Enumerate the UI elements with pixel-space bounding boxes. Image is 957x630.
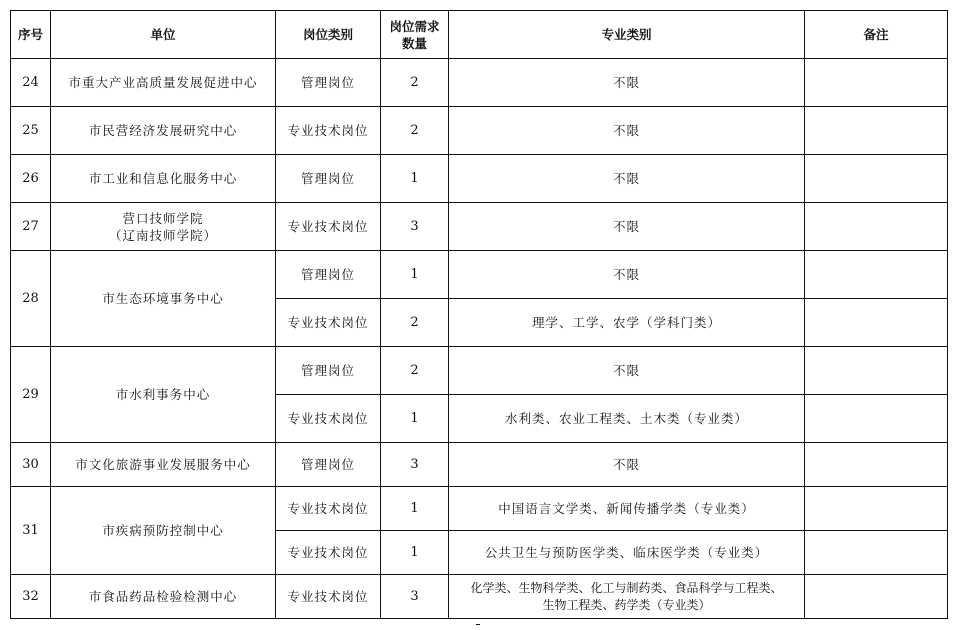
remark-cell: [805, 203, 948, 251]
major-cell: 不限: [449, 59, 805, 107]
remark-cell: [805, 59, 948, 107]
table-row: [11, 203, 948, 251]
post-type-cell: 管理岗位: [276, 443, 381, 487]
remark-cell: [805, 155, 948, 203]
major-line1: 化学类、生物科学类、化工与制药类、食品科学与工程类、: [470, 580, 783, 595]
table-row: [11, 347, 948, 395]
post-type-cell: 专业技术岗位: [276, 203, 381, 251]
major-cell: 不限: [449, 347, 805, 395]
post-type-cell: 管理岗位: [276, 347, 381, 395]
remark-cell: [805, 531, 948, 575]
header-demand: [381, 11, 449, 59]
unit-cell: 市重大产业高质量发展促进中心: [51, 59, 276, 107]
seq-cell: 26: [11, 155, 51, 203]
unit-line1: 营口技师学院: [122, 210, 204, 226]
page-edge-mark: [476, 624, 480, 629]
major-cell: 不限: [449, 251, 805, 299]
count-cell: 2: [381, 59, 449, 107]
major-cell: 不限: [449, 107, 805, 155]
table-row: [11, 107, 948, 155]
major-cell: 中国语言文学类、新闻传播学类（专业类）: [449, 487, 805, 531]
seq-cell: 24: [11, 59, 51, 107]
header-major: 专业类别: [449, 11, 805, 59]
major-cell: 公共卫生与预防医学类、临床医学类（专业类）: [449, 531, 805, 575]
count-cell: 1: [381, 395, 449, 443]
post-type-cell: 管理岗位: [276, 59, 381, 107]
table-row: [11, 575, 948, 619]
seq-cell: 32: [11, 575, 51, 619]
post-type-cell: 专业技术岗位: [276, 107, 381, 155]
post-type-cell: 管理岗位: [276, 251, 381, 299]
header-demand-line2: 数量: [401, 35, 427, 51]
major-cell: 不限: [449, 203, 805, 251]
count-cell: 2: [381, 107, 449, 155]
seq-cell: 25: [11, 107, 51, 155]
count-cell: 1: [381, 251, 449, 299]
count-cell: 2: [381, 347, 449, 395]
major-cell: 水利类、农业工程类、土木类（专业类）: [449, 395, 805, 443]
header-unit: 单位: [51, 11, 276, 59]
recruitment-table: [10, 10, 948, 619]
table-row: [11, 251, 948, 299]
header-seq: 序号: [11, 11, 51, 59]
remark-cell: [805, 251, 948, 299]
unit-line2: （辽南技师学院）: [108, 227, 217, 243]
post-type-cell: 管理岗位: [276, 155, 381, 203]
remark-cell: [805, 395, 948, 443]
seq-cell: 27: [11, 203, 51, 251]
post-type-cell: 专业技术岗位: [276, 299, 381, 347]
unit-cell: 市文化旅游事业发展服务中心: [51, 443, 276, 487]
table-row: [11, 155, 948, 203]
count-cell: 1: [381, 531, 449, 575]
remark-cell: [805, 107, 948, 155]
header-remark: 备注: [805, 11, 948, 59]
major-line2: 生物工程类、药学类（专业类）: [542, 597, 711, 612]
post-type-cell: 专业技术岗位: [276, 531, 381, 575]
count-cell: 1: [381, 487, 449, 531]
table-row: [11, 443, 948, 487]
count-cell: 3: [381, 443, 449, 487]
remark-cell: [805, 487, 948, 531]
table-row: [11, 487, 948, 531]
unit-cell: 市水利事务中心: [51, 347, 276, 443]
remark-cell: [805, 575, 948, 619]
unit-cell: 市食品药品检验检测中心: [51, 575, 276, 619]
unit-cell: 市生态环境事务中心: [51, 251, 276, 347]
count-cell: 1: [381, 155, 449, 203]
remark-cell: [805, 299, 948, 347]
remark-cell: [805, 347, 948, 395]
count-cell: 3: [381, 203, 449, 251]
major-cell: 不限: [449, 155, 805, 203]
seq-cell: 28: [11, 251, 51, 347]
post-type-cell: 专业技术岗位: [276, 395, 381, 443]
unit-cell: 市疾病预防控制中心: [51, 487, 276, 575]
header-demand-line1: 岗位需求: [389, 18, 440, 34]
major-cell: 不限: [449, 443, 805, 487]
post-type-cell: 专业技术岗位: [276, 575, 381, 619]
header-row: [11, 11, 948, 59]
unit-cell: [51, 203, 276, 251]
major-cell: 理学、工学、农学（学科门类）: [449, 299, 805, 347]
seq-cell: 29: [11, 347, 51, 443]
unit-cell: 市民营经济发展研究中心: [51, 107, 276, 155]
remark-cell: [805, 443, 948, 487]
unit-cell: 市工业和信息化服务中心: [51, 155, 276, 203]
count-cell: 3: [381, 575, 449, 619]
major-cell: [449, 575, 805, 619]
table-row: [11, 59, 948, 107]
post-type-cell: 专业技术岗位: [276, 487, 381, 531]
header-post-type: 岗位类别: [276, 11, 381, 59]
count-cell: 2: [381, 299, 449, 347]
seq-cell: 31: [11, 487, 51, 575]
seq-cell: 30: [11, 443, 51, 487]
